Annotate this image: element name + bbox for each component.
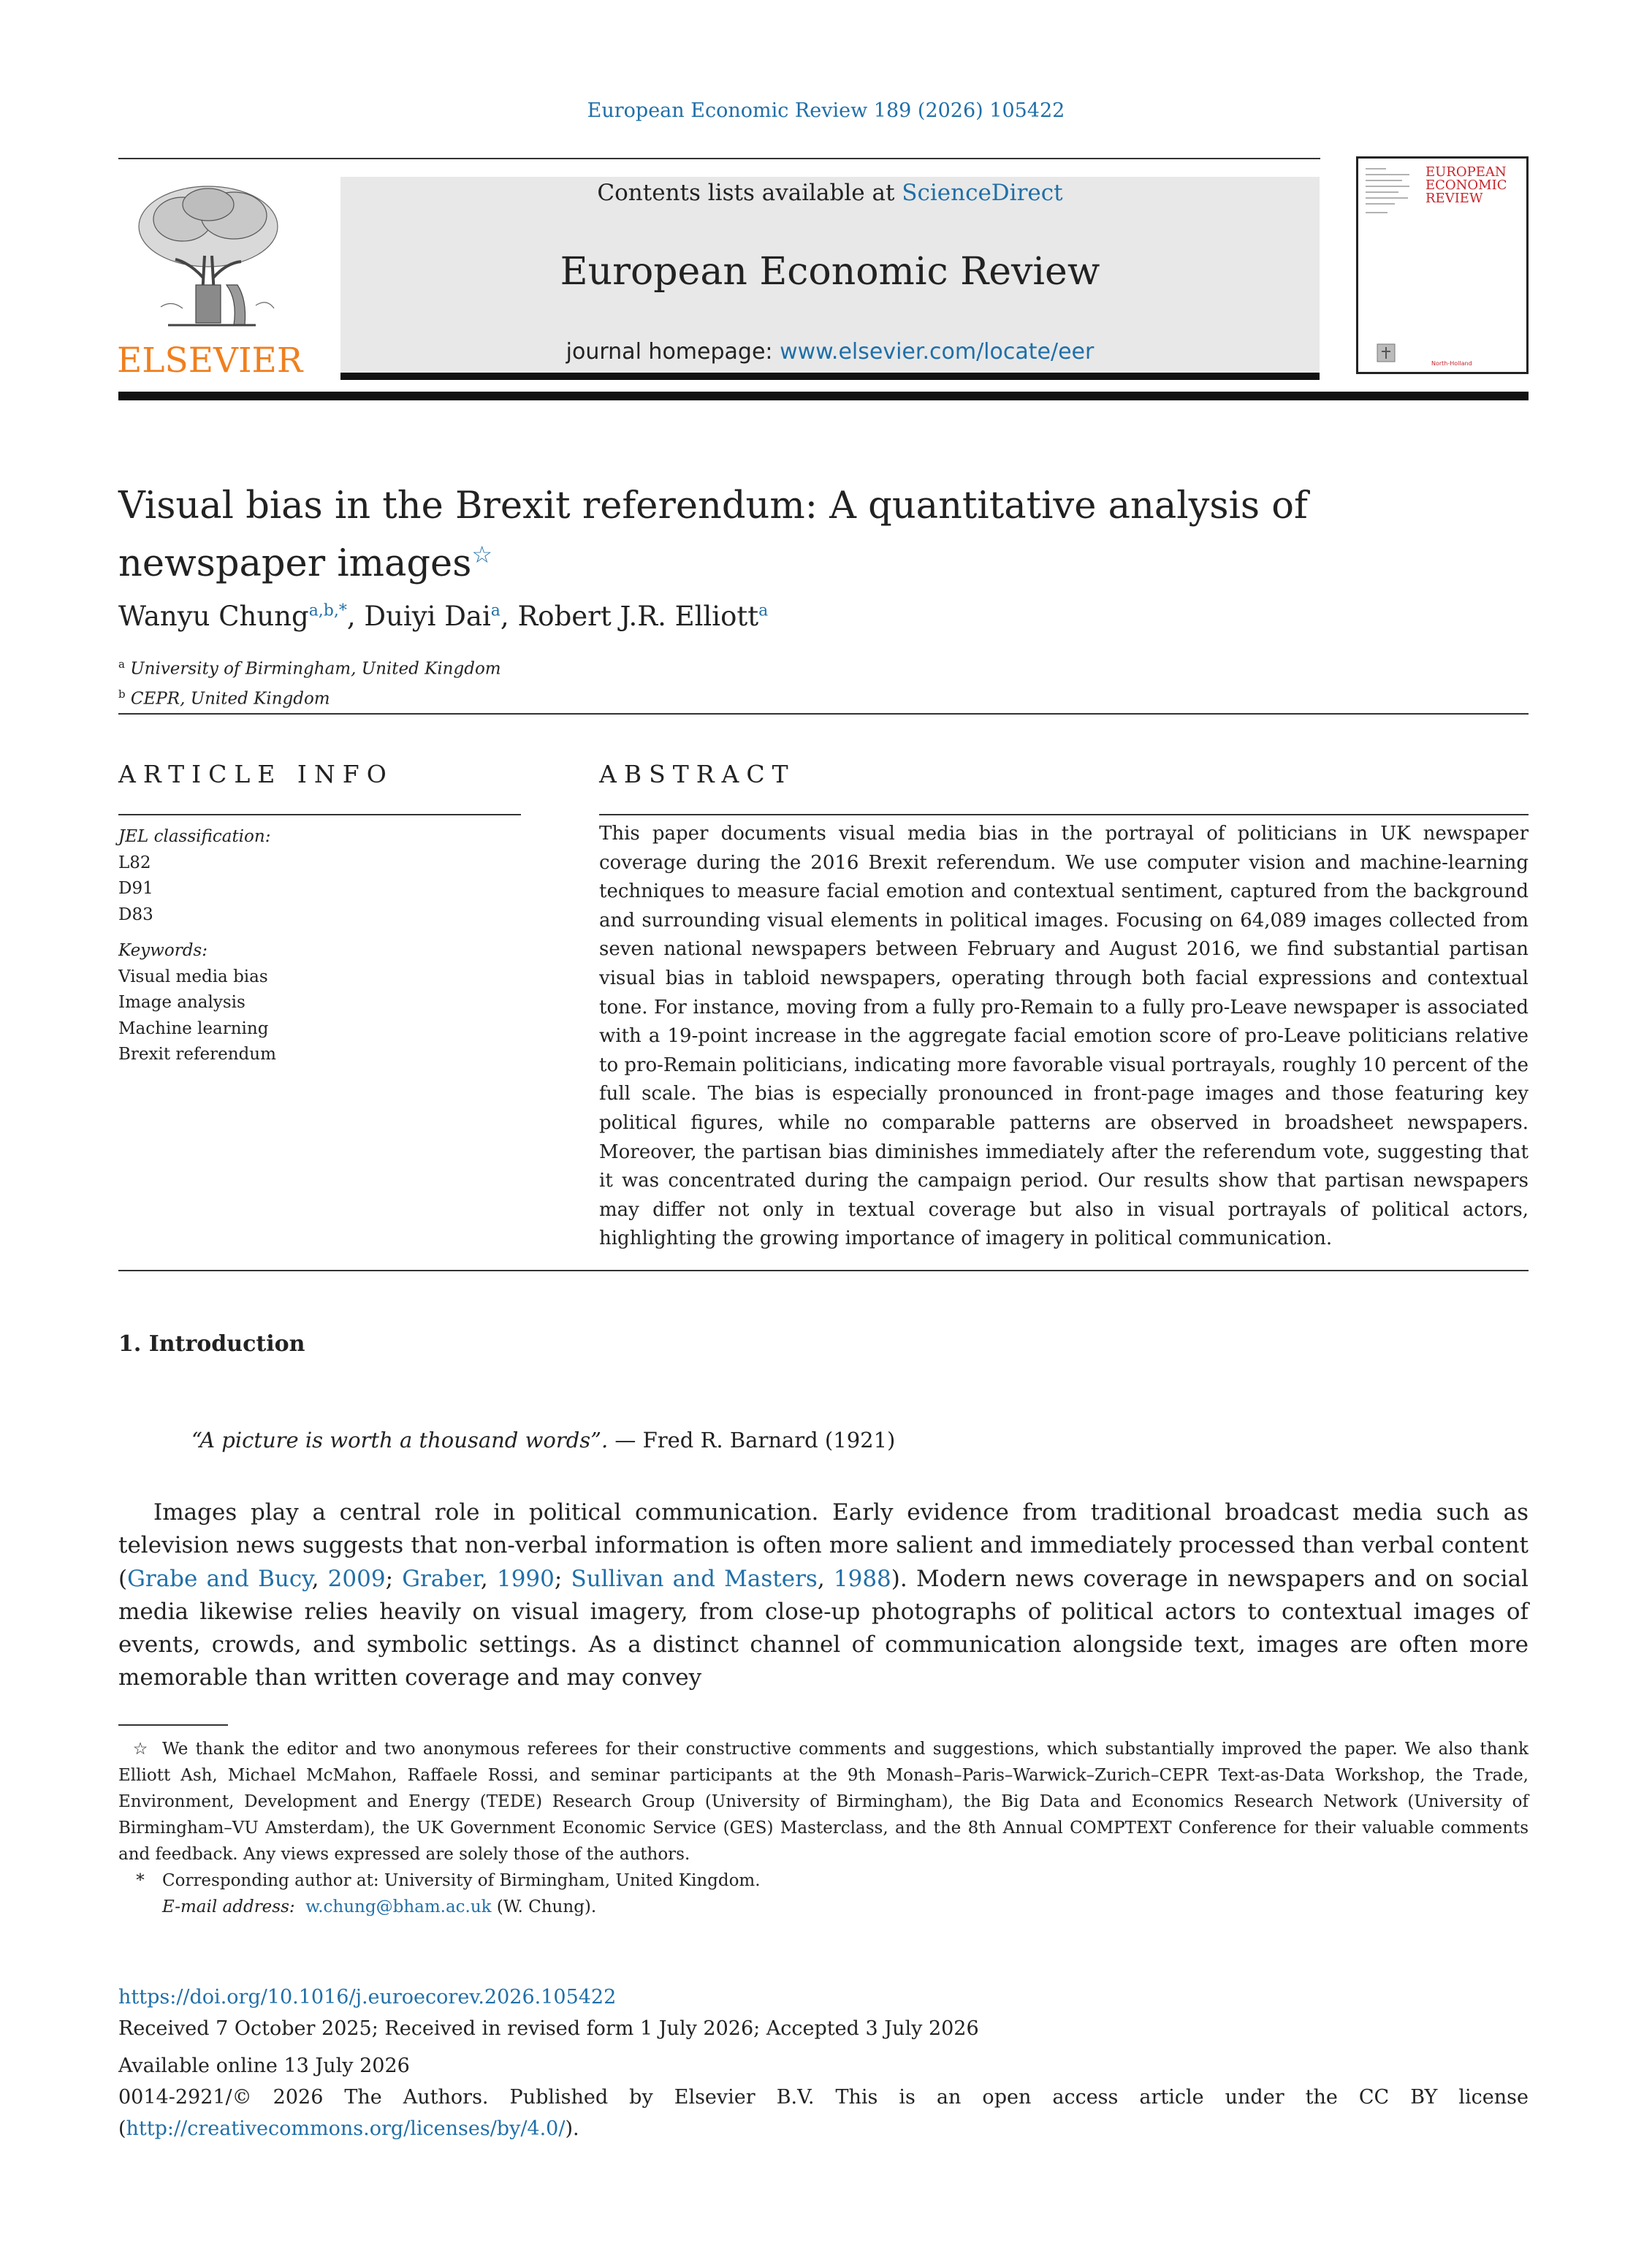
elsevier-wordmark: ELSEVIER (117, 340, 303, 381)
citation-link[interactable]: Graber (402, 1565, 481, 1592)
article-info-list (118, 824, 521, 1068)
elsevier-tree-icon (117, 175, 300, 336)
citation-link[interactable]: Grabe and Bucy (127, 1565, 312, 1592)
author-affil-mark[interactable]: a (490, 601, 500, 620)
front-matter (118, 1981, 1529, 2144)
footnotes (118, 1736, 1529, 1920)
contents-line (340, 177, 1320, 206)
author-affil-mark[interactable]: a (758, 601, 769, 620)
journal-citation[interactable]: European Economic Review 189 (2026) 105422 (587, 99, 1065, 122)
author-name: Wanyu Chung (118, 601, 309, 632)
affiliations (118, 652, 501, 711)
author-name: Robert J.R. Elliott (517, 601, 759, 632)
doi-link[interactable]: https://doi.org/10.1016/j.euroecorev.2026.105422 (118, 1986, 617, 2009)
homepage-prefix: journal homepage: (566, 339, 780, 365)
masthead-rule (340, 373, 1320, 380)
journal-masthead (340, 177, 1320, 376)
journal-title: European Economic Review (560, 250, 1100, 294)
affiliation-item: $^b$ CEPR, United Kingdom (118, 687, 330, 709)
footnote-rule (118, 1724, 228, 1726)
citation-link[interactable]: Sullivan and Masters (571, 1565, 818, 1592)
cover-title: EUROPEAN ECONOMIC REVIEW (1425, 164, 1507, 206)
license-link[interactable]: http://creativecommons.org/licenses/by/4.0/ (126, 2117, 566, 2140)
cover-text-lines-icon (1366, 166, 1424, 224)
footnote-corresponding: * Corresponding author at: University of Birmingham, United Kingdom. (118, 1867, 1529, 1894)
footnote-asterisk-mark: * (136, 1871, 145, 1890)
keyword: Brexit referendum (118, 1045, 276, 1064)
section-heading-introduction: 1. Introduction (118, 1331, 305, 1357)
jel-code: L82 (118, 853, 151, 872)
epigraph-quote: “A picture is worth a thousand words”. (191, 1428, 609, 1452)
cover-publisher-logo-icon (1376, 343, 1396, 363)
epigraph (191, 1428, 895, 1452)
article-title-line2: newspaper images (118, 542, 472, 585)
article-title (118, 482, 1434, 588)
keyword: Image analysis (118, 993, 245, 1012)
footnote-email: E-mail address: w.chung@bham.ac.uk (W. Chung). (118, 1894, 1529, 1920)
title-footnote-star[interactable]: ☆ (471, 541, 493, 568)
journal-cover-thumbnail[interactable] (1356, 156, 1529, 374)
journal-homepage-link[interactable]: www.elsevier.com/locate/eer (780, 339, 1095, 365)
jel-label: JEL classification: (118, 827, 271, 846)
article-info-heading: ARTICLE INFO (118, 760, 394, 788)
citation-link[interactable]: 2009 (327, 1565, 386, 1592)
contents-prefix: Contents lists available at (597, 180, 902, 206)
author-name: Duiyi Dai (364, 601, 491, 632)
author-list: Wanyu Chung$^{a,b,*}$, Duiyi Dai$^a$, Robert J.R. Elliott$^a$ (118, 601, 769, 632)
footnote-star-mark: ☆ (132, 1740, 148, 1759)
footnote-acknowledgement: ☆ We thank the editor and two anonymous referees for their constructive comments and suggestions, which substantially improved the paper. We also thank Elliott Ash, Michael McMahon, Raffaele Rossi, and seminar participants at the 9th Monash–Paris–Warwick–Zurich–CEPR Text-as-Data Workshop, the Trade, Environment, Development and Energy (TEDE) Research Group (University of Birmingham), the Big Data and Economics Research Network (University of Birmingham–VU Amsterdam), the UK Government Economic Service (GES) Masterclass, and the 8th Annual COMPTEXT Conference for their valuable comments and feedback. Any views expressed are solely those of the authors. (118, 1736, 1529, 1867)
article-title-line1: Visual bias in the Brexit referendum: A quantitative analysis of (118, 484, 1308, 528)
email-label: E-mail address: (162, 1897, 295, 1916)
license-url-line: (http://creativecommons.org/licenses/by/4.0/). (118, 2117, 579, 2140)
elsevier-logo[interactable] (117, 175, 303, 381)
available-online: Available online 13 July 2026 (118, 2055, 410, 2077)
intro-paragraph: Images play a central role in political communication. Early evidence from traditional broadcast media such as television news suggests that non-verbal information is often more salient and immediately processed than verbal content (Grabe and Bucy, 2009; Graber, 1990; Sullivan and Masters, 1988). Modern news coverage in newspapers and on social media likewise relies heavily on visual imagery, from close-up photographs of political actors to contextual images of events, crowds, and symbolic settings. As a distinct channel of communication alongside text, images are often more memorable than written coverage and may convey (118, 1499, 1529, 1691)
affiliation-divider (118, 713, 1529, 715)
citation-link[interactable]: 1990 (496, 1565, 555, 1592)
sciencedirect-link[interactable]: ScienceDirect (902, 180, 1063, 206)
journal-homepage-line (340, 339, 1320, 365)
epigraph-attribution: — Fred R. Barnard (1921) (608, 1428, 896, 1452)
top-divider (118, 158, 1320, 159)
article-info-rule (118, 814, 521, 815)
abstract-rule (599, 814, 1529, 815)
received-dates: Received 7 October 2025; Received in revised form 1 July 2026; Accepted 3 July 2026 (118, 2017, 979, 2040)
keyword: Visual media bias (118, 967, 268, 986)
citation-link[interactable]: 1988 (833, 1565, 891, 1592)
affiliation-item: $^a$ University of Birmingham, United Kingdom (118, 658, 501, 679)
abstract-end-divider (118, 1270, 1529, 1271)
keywords-label: Keywords: (118, 941, 208, 960)
author-affil-mark[interactable]: a,b,* (308, 601, 347, 620)
jel-code: D83 (118, 905, 153, 924)
license-line: 0014-2921/© 2026 The Authors. Published by Elsevier B.V. This is an open access article under the CC BY license (118, 2086, 1529, 2109)
jel-code: D91 (118, 879, 153, 898)
keyword: Machine learning (118, 1019, 269, 1038)
abstract-heading: ABSTRACT (599, 760, 796, 788)
abstract-text: This paper documents visual media bias in the portrayal of politicians in UK newspaper coverage during the 2016 Brexit referendum. We use computer vision and machine-learning techniques to measure facial emotion and contextual sentiment, captured from the background and surrounding visual elements in political images. Focusing on 64,089 images collected from seven national newspapers between February and August 2016, we find substantial partisan visual bias in tabloid newspapers, operating through both facial expressions and contextual tone. For instance, moving from a fully pro-Remain to a fully pro-Leave newspaper is associated with a 19-point increase in the aggregate facial emotion score of pro-Leave politicians relative to pro-Remain politicians, indicating more favorable visual portrayals, roughly 10 percent of the full scale. The bias is especially pronounced in front-page images and those featuring key political figures, while no comparable patterns are observed in broadsheet newspapers. Moreover, the partisan bias diminishes immediately after the referendum vote, suggesting that it was concentrated during the campaign period. Our results show that partisan newspapers may differ not only in textual coverage but also in visual portrayals of political actors, highlighting the growing importance of imagery in political communication. (599, 823, 1529, 1250)
header-thick-rule (118, 392, 1529, 400)
email-link[interactable]: w.chung@bham.ac.uk (305, 1897, 492, 1916)
cover-publisher: North-Holland (1431, 360, 1472, 367)
